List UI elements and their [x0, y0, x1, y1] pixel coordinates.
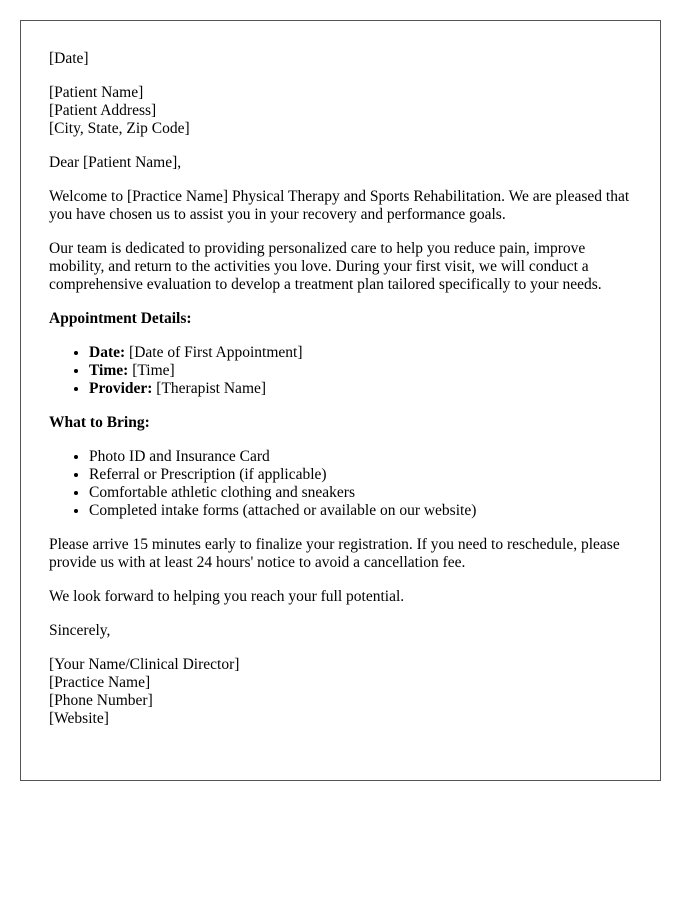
appointment-provider-item	[89, 380, 632, 398]
signature-practice: [Practice Name]	[49, 674, 151, 691]
signature-phone: [Phone Number]	[49, 692, 153, 709]
bring-item-intake-forms: • Completed intake forms (attached or available on our website)	[89, 502, 632, 520]
appointment-details-heading: Appointment Details:	[49, 310, 192, 327]
appointment-provider-value: [Therapist Name]	[152, 380, 267, 397]
appointment-time-item	[89, 362, 632, 380]
bring-item-clothing: • Comfortable athletic clothing and sneakers	[89, 484, 632, 502]
signature-block	[49, 656, 632, 728]
appointment-details-list	[49, 344, 632, 398]
appointment-date-item	[89, 344, 632, 362]
bring-item-referral: • Referral or Prescription (if applicable)	[89, 466, 632, 484]
signature-website: [Website]	[49, 710, 109, 727]
signature-name: [Your Name/Clinical Director]	[49, 656, 240, 673]
appointment-date-value: [Date of First Appointment]	[125, 344, 303, 361]
appointment-time-value: [Time]	[128, 362, 175, 379]
bring-item-photo-id: • Photo ID and Insurance Card	[89, 448, 632, 466]
letter-date: [Date]	[49, 50, 89, 67]
salutation: Dear [Patient Name],	[49, 154, 182, 171]
what-to-bring-heading: What to Bring:	[49, 414, 150, 431]
what-to-bring-list	[49, 448, 632, 520]
recipient-name: [Patient Name]	[49, 84, 144, 101]
valediction: Sincerely,	[49, 622, 111, 639]
appointment-date-label: Date:	[89, 344, 126, 361]
letter-page	[20, 20, 661, 781]
appointment-provider-label: Provider:	[89, 380, 153, 397]
arrival-paragraph: Please arrive 15 minutes early to finalize your registration. If you need to reschedule, please provide us with at least 24 hours' notice to avoid a cancellation fee.	[49, 536, 620, 571]
look-forward-paragraph: We look forward to helping you reach your full potential.	[49, 588, 405, 605]
recipient-address: [Patient Address]	[49, 102, 157, 119]
recipient-address-block	[49, 84, 632, 138]
appointment-time-label: Time:	[89, 362, 129, 379]
team-paragraph: Our team is dedicated to providing personalized care to help you reduce pain, improve mobility, and return to the activities you love. During your first visit, we will conduct a comprehensive evaluation to develop a treatment plan tailored specifically to your needs.	[49, 240, 602, 293]
recipient-city-state-zip: [City, State, Zip Code]	[49, 120, 190, 137]
welcome-paragraph: Welcome to [Practice Name] Physical Therapy and Sports Rehabilitation. We are pleased that you have chosen us to assist you in your recovery and performance goals.	[49, 188, 630, 223]
